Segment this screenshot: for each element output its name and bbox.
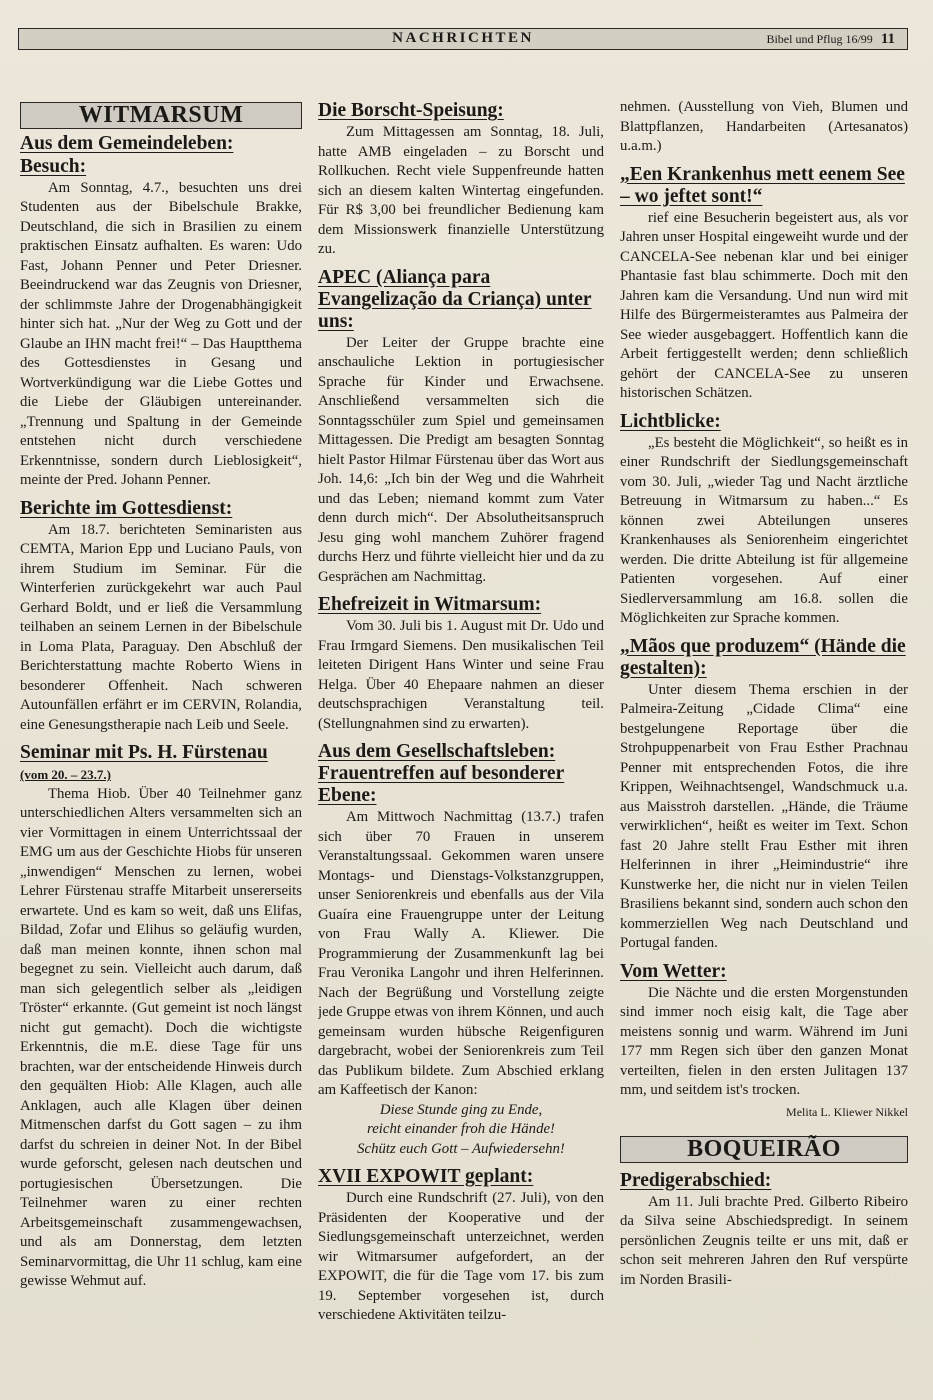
poem-line: Diese Stunde ging zu Ende, xyxy=(379,1101,543,1118)
column-1 xyxy=(20,98,302,1390)
seminar-dates: (vom 20. – 23.7.) xyxy=(20,767,111,782)
article-lichtblicke: „Es besteht die Möglichkeit“, so heißt es in einer Rundschrift der Siedlungsgemeinschaft vom 30. Juli, „wieder Tag und Nacht ärztliche Betreuung in Witmarsum zu haben...“ Es können zwei Abteilungen unseres Krankenhauses als Seniorenheim eingerichtet werden. Die dritte Abteilung ist für allgemeine Patienten vorgesehen. Auf einer Siedlerversammlung am 16.8. sollen die Möglichkeiten zur Sprache kommen. xyxy=(620,434,908,626)
poem-line: reicht einander froh die Hände! xyxy=(367,1121,555,1137)
heading-wetter: Vom Wetter: xyxy=(620,960,727,982)
section-title: NACHRICHTEN xyxy=(392,30,534,46)
box-heading-boqueirao: BOQUEIRÃO xyxy=(620,1136,908,1163)
heading-borscht: Die Borscht-Speisung: xyxy=(318,100,504,121)
heading-seminar: Seminar mit Ps. H. Fürstenau xyxy=(20,742,268,763)
publication-name: Bibel und Pflug 16/99 xyxy=(766,32,873,46)
article-seminar: Thema Hiob. Über 40 Teilnehmer ganz unterschiedlichen Alters versammelten sich an vier Vormittagen in einem Unterrichtssaal der EMG um aus der Geschichte Hiobs für unseren „inwendigen“ Menschen zu lernen, wobei Lehrer Fürstenau straffe Mitarbeit unsererseits erwartete. Und es kam so weit, daß uns Elifas, Bildad, Zofar und Elihus so geläufig wurden, daß man meinen konnte, ihnen schon mal begegnet zu sein. Vielleicht auch darum, daß man sich gelegentlich selber als „leidigen Tröster“ erkannte. (Gut gemeint ist noch längst nicht gut gemacht). Doch die wichtigste Erkenntnis, die m.E. diese Tage für uns brachten, war der entscheidende Hinweis durch den gequälten Hiob: Alle Klagen, auch alle Anklagen, auch alle Klagen über deinen Mitmenschen darfst du Gott sagen – zu ihm darfst du schreien in deiner Not. In der Bibel wurde geforscht, gelesen nach deutschen und portugiesischen Übersetzungen. Die Teilnehmer waren zu einer rechten Arbeitsgemeinschaft zusammengewachsen, und als am Donnerstag, dem letzten Seminarvormittag, die Uhr 11 schlug, kam eine gewisse Wehmut auf. xyxy=(20,785,302,1289)
article-ehefreizeit: Vom 30. Juli bis 1. August mit Dr. Udo und Frau Irmgard Siemens. Den musikalischen Teil leiteten Dirigent Hans Winter und seine Frau Helga. Über 40 Ehepaare nahmen an dieser deutschsprachigen Veranstaltung teil. (Stellungnahmen sind zu erwarten). xyxy=(318,618,604,732)
box-heading-witmarsum: WITMARSUM xyxy=(20,102,302,129)
article-krankenhus: rief eine Besucherin begeistert aus, als vor Jahren unser Hospital eingeweiht wurde und der CANCELA-See nebenan klar und bei einiger Phantasie fast blau schimmerte. Doch mit den Jahren kam die Versandung. Und nun wird mit Hilfe des Bürgermeisteramtes aus Palmeira der See wieder ausgebaggert. Hoffentlich kann die Arbeit fertiggestellt werden; denn schließlich gehört der CANCELA-See zu unseren historischen Schätzen. xyxy=(620,209,908,401)
page-header-bar xyxy=(18,28,908,50)
heading-krankenhus: „Een Krankenhus mett eenem See – wo jeftet sont!“ xyxy=(620,163,905,207)
article-expowit: Durch eine Rundschrift (27. Juli), von den Präsidenten der Kooperative und der Siedlungsgemeinschaft unterzeichnet, werden wir Witmarsumer aufgefordert, an der EXPOWIT, die für die Tage vom 17. bis zum 19. September vorgesehen ist, durch verschiedene Aktivitäten teilzu- xyxy=(318,1190,604,1323)
article-besuch: Am Sonntag, 4.7., besuchten uns drei Studenten aus der Bibelschule Brakke, Deutschland, die sich in Brasilien zu einem praktischen Einsatz aufhalten. Es waren: Udo Fast, Johann Penner und Peter Driesner. Beeindruckend war das Zeugnis von Driesner, der schlimmste Jahre der Drogenabhängigkeit hinter sich hat. „Nur der Weg zu Gott und der Glaube an IHN macht frei!“ – Das Hauptthema des Gottesdienstes in Gesang und Wortverkündigung war die Liebe Gottes und die Liebe der Gläubigen untereinander. „Trennung und Spaltung in der Gemeinde entstehen nicht durch verschiedene Erkenntnisse, sondern durch Lieblosigkeit“, meinte der Pred. Johann Penner. xyxy=(20,179,302,488)
poem-line: Schütz euch Gott – Aufwiedersehn! xyxy=(357,1140,565,1157)
article-continuation: nehmen. (Ausstellung von Vieh, Blumen und Blattpflanzen, Handarbeiten (Artesanatos) u.a.m.) xyxy=(620,99,908,154)
author-signature: Melita L. Kliewer Nikkel xyxy=(786,1104,908,1119)
heading-lichtblicke: Lichtblicke: xyxy=(620,410,721,432)
column-2 xyxy=(318,98,604,1390)
article-predigerabschied: Am 11. Juli brachte Pred. Gilberto Ribeiro da Silva seine Abschiedspredigt. In seinem persönlichen Zeugnis teilte er uns mit, daß er schon seit mehreren Jahren den Ruf verspürte im Norden Brasili- xyxy=(620,1193,908,1288)
publication-info xyxy=(766,31,895,48)
heading-maos: „Mãos que produzem“ (Hände die gestalten): xyxy=(620,635,906,679)
article-berichte: Am 18.7. berichteten Seminaristen aus CEMTA, Marion Epp und Luciano Pauls, von ihrem Studium im Seminar. Für die Winterferien zurückgekehrt war auch Paul Gerhard Boldt, und er ließ die Versammlung teilhaben an seinem Lernen in der Bibelschule in Loma Plata, Paraguay. Den Abschluß der Berichterstattung machte Roberto Wiens in besonderer Offenheit. Nach schweren Autounfällen erfährt er im CERVIN, Rolandia, eine Genesungstherapie nach Leib und Seele. xyxy=(20,521,302,733)
article-wetter: Die Nächte und die ersten Morgenstunden sind immer noch eisig kalt, die Tage aber meistens sonnig und warm. Während im Juni 177 mm Regen sich über den ganzen Monat verteilten, fielen in den ersten Julitagen 137 mm, und seitdem ist's trocken. xyxy=(620,984,908,1098)
heading-gemeindeleben: Aus dem Gemeindeleben: xyxy=(20,132,234,154)
heading-ehefreizeit: Ehefreizeit in Witmarsum: xyxy=(318,594,542,615)
article-borscht: Zum Mittagessen am Sonntag, 18. Juli, hatte AMB eingeladen – zu Borscht und Rollkuchen. Recht viele Suppenfreunde hatten sich an diesem kalten Wintertag eingefunden. Für R$ 3,00 bei freundlicher Bedienung kam dem Missionswerk finanzielle Unterstützung zu. xyxy=(318,124,604,257)
heading-predigerabschied: Predigerabschied: xyxy=(620,1169,772,1191)
article-gesellschaftsleben: Am Mittwoch Nachmittag (13.7.) trafen sich über 70 Frauen in unserem Veranstaltungssaal. Gekommen waren unsere Montags- und Dienstags-Volkstanzgruppen, unser Seniorenkreis und ebenfalls aus der Vila Guaíra eine Frauengruppe unter der Leitung von Frau Wally A. Kliewer. Die Programmierung der Zusammenkunft lag bei Frau Veronika Langohr und ihren Helferinnen. Nach der Begrüßung und Vorstellung zeigte jede Gruppe etwas von ihrem Können, und auch gemeinsam wurden hübsche Reigenfiguren dargebracht, wobei der Seniorenkreis zum Teil das Publikum bildete. Zum Abschied erklang am Kaffeetisch der Kanon: xyxy=(318,809,604,1098)
heading-berichte: Berichte im Gottesdienst: xyxy=(20,497,233,519)
heading-besuch: Besuch: xyxy=(20,155,87,177)
column-3 xyxy=(620,98,908,1390)
page-number: 11 xyxy=(880,31,895,47)
heading-expowit: XVII EXPOWIT geplant: xyxy=(318,1166,534,1187)
heading-apec: APEC (Aliança para Evangelização da Criança) unter uns: xyxy=(318,266,592,332)
article-apec: Der Leiter der Gruppe brachte eine anschauliche Lektion in portugiesischer Sprache für Kinder und Erwachsene. Anschließend versammelten sich die Sonntagsschüler zum Spiel und gemeinsamen Mittagessen. Die Predigt am besagten Sonntag hielt Pastor Hilmar Fürstenau über das Wort aus Joh. 14,6: „Ich bin der Weg und die Wahrheit und das Leben; niemand kommt zum Vater denn durch mich“. Der Absolutheitsanspruch Jesu ging wohl manchem Zuhörer fragend durchs Herz und führte vielleicht hier und da zu Gesprächen am Nachmittag. xyxy=(318,334,604,585)
article-maos: Unter diesem Thema erschien in der Palmeira-Zeitung „Cidade Clima“ eine bestgelungene Reportage über die Strohpuppenarbeit von Frau Esther Prachnau Penner mit entsprechenden Fotos, die ihre Krippen, Weihnachtsengel, Wandschmuck u.a. aus Maisstroh darstellen. „Hände, die Träume verwirklichen“, heißt es weiter im Text. Schon fast 20 Jahre stellt Frau Esther mit ihren Helferinnen in ihrer „Heimindustrie“ ihre Kunstwerke her, die nicht nur in vielen Teilen Brasiliens bekannt sind, sondern auch schon den kommerziellen Weg nach Deutschland und Portugal fanden. xyxy=(620,681,908,951)
heading-gesellschaftsleben: Aus dem Gesellschaftsleben: Frauentreffen auf besonderer Ebene: xyxy=(318,741,565,806)
